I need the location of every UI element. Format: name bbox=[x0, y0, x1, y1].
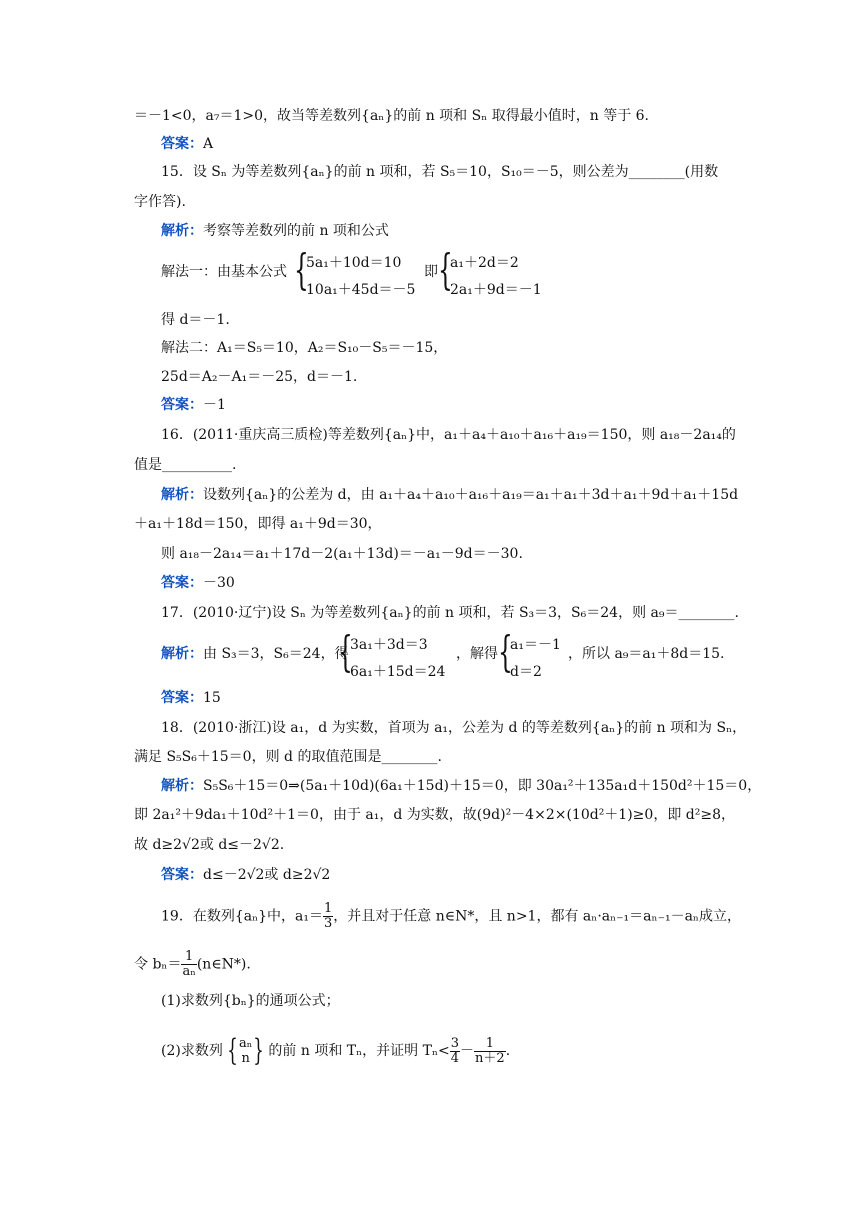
left-brace-icon: { bbox=[498, 627, 513, 676]
analysis-line bbox=[161, 222, 389, 240]
answer-label: 答案： bbox=[161, 690, 203, 706]
answer-line bbox=[161, 135, 213, 153]
fraction bbox=[450, 1037, 460, 1066]
text-line: 故 d≥2√2或 d≤－2√2. bbox=[134, 837, 285, 853]
text-line: 值是__________. bbox=[134, 457, 237, 473]
braced-fraction bbox=[238, 1036, 253, 1066]
fraction-denominator: 3 bbox=[324, 916, 333, 931]
text-line: ＋a₁＋18d＝150，即得 a₁＋9d＝30， bbox=[134, 516, 382, 532]
analysis-text: S₅S₆＋15＝0⇒(5a₁＋10d)(6a₁＋15d)＋15＝0，即 30a₁²＋135a₁d＋150d²＋15＝0， bbox=[203, 778, 762, 794]
equation-row: 2a₁＋9d＝－1 bbox=[450, 282, 542, 298]
fraction-denominator: n＋2 bbox=[475, 1050, 505, 1066]
answer-value: d≤－2√2或 d≥2√2 bbox=[203, 867, 331, 883]
text-span: 19．在数列{aₙ}中，a₁＝ bbox=[161, 908, 323, 925]
text-span: . bbox=[505, 1043, 511, 1059]
question-18: 18．(2010·浙江)设 a₁，d 为实数，首项为 a₁，公差为 d 的等差数列{aₙ}的前 n 项和为 Sₙ， bbox=[161, 720, 747, 736]
answer-label: 答案： bbox=[161, 136, 203, 152]
left-brace-icon: { bbox=[227, 1033, 238, 1068]
text-line: ＝－1<0，a₇＝1>0，故当等差数列{aₙ}的前 n 项和 Sₙ 取得最小值时，n 等于 6. bbox=[134, 108, 650, 124]
answer-line bbox=[161, 396, 226, 414]
text-span: 的前 n 项和 Tₙ，并证明 Tₙ< bbox=[268, 1043, 450, 1059]
answer-value: 15 bbox=[203, 690, 221, 706]
left-brace-icon: { bbox=[338, 627, 353, 676]
equation-row: a₁＋2d＝2 bbox=[450, 255, 519, 271]
fraction-denominator: 4 bbox=[450, 1050, 460, 1066]
answer-value: －30 bbox=[203, 575, 235, 591]
text-line: 字作答). bbox=[134, 194, 186, 210]
left-brace-icon: { bbox=[438, 245, 453, 294]
text-span: (n∈N*). bbox=[196, 956, 251, 973]
text-line bbox=[134, 950, 251, 979]
question-17: 17．(2010·辽宁)设 Sₙ 为等差数列{aₙ}的前 n 项和，若 S₃＝3，S₆＝24，则 a₉＝________. bbox=[161, 605, 739, 621]
text-span: ，并且对于任意 n∈N*，且 n>1，都有 aₙ·aₙ₋₁＝aₙ₋₁－aₙ成立， bbox=[333, 908, 741, 925]
answer-label: 答案： bbox=[161, 575, 203, 591]
left-brace-icon: { bbox=[294, 245, 309, 294]
answer-line bbox=[161, 574, 235, 592]
sub-question-2 bbox=[161, 1033, 511, 1068]
analysis-line bbox=[161, 777, 761, 795]
analysis-text: 由 S₃＝3，S₆＝24，得 bbox=[203, 646, 349, 662]
question-19 bbox=[161, 902, 741, 931]
fraction-numerator: aₙ bbox=[238, 1036, 253, 1051]
fraction-denominator: aₙ bbox=[182, 964, 196, 979]
answer-value: A bbox=[203, 136, 214, 152]
fraction-denominator: n bbox=[241, 1051, 250, 1066]
solve-text: ，解得 bbox=[456, 646, 498, 662]
question-15: 15．设 Sₙ 为等差数列{aₙ}的前 n 项和，若 S₅＝10，S₁₀＝－5，则公差为________(用数 bbox=[161, 164, 719, 180]
text-span: － bbox=[460, 1043, 475, 1059]
analysis-text: 设数列{aₙ}的公差为 d，由 a₁＋a₄＋a₁₀＋a₁₆＋a₁₉＝a₁＋a₁＋3d＋a₁＋9d＋a₁＋15d bbox=[203, 487, 739, 503]
equation-row: 3a₁＋3d＝3 bbox=[350, 637, 428, 653]
text-span: 令 bₙ＝ bbox=[134, 956, 182, 973]
fraction bbox=[323, 902, 333, 931]
analysis-label: 解析： bbox=[161, 487, 203, 503]
analysis-label: 解析： bbox=[161, 778, 203, 794]
equation-row: 10a₁＋45d＝－5 bbox=[306, 282, 416, 298]
equation-row: 5a₁＋10d＝10 bbox=[306, 255, 402, 271]
text-span: (2)求数列 bbox=[161, 1043, 223, 1059]
text-line: ，所以 a₉＝a₁＋8d＝15. bbox=[568, 646, 725, 662]
equivalence-text: 即 bbox=[424, 264, 438, 280]
equation-row: 6a₁＋15d＝24 bbox=[350, 664, 446, 680]
question-16: 16．(2011·重庆高三质检)等差数列{aₙ}中，a₁＋a₄＋a₁₀＋a₁₆＋a₁₉＝150，则 a₁₈－2a₁₄的 bbox=[161, 427, 736, 443]
analysis-text: 考察等差数列的前 n 项和公式 bbox=[203, 223, 389, 239]
sub-question-1: (1)求数列{bₙ}的通项公式； bbox=[161, 993, 340, 1009]
answer-line bbox=[161, 689, 221, 707]
analysis-line bbox=[161, 645, 349, 663]
text-line: 则 a₁₈－2a₁₄＝a₁＋17d－2(a₁＋13d)＝－a₁－9d＝－30. bbox=[161, 546, 523, 562]
fraction bbox=[181, 950, 196, 979]
answer-line bbox=[161, 866, 330, 884]
fraction bbox=[474, 1037, 506, 1066]
text-line: 即 2a₁²＋9da₁＋10d²＋1＝0，由于 a₁，d 为实数，故(9d)²－4×2×(10d²＋1)≥0，即 d²≥8， bbox=[134, 807, 735, 823]
text-line: 得 d＝－1. bbox=[161, 312, 230, 328]
answer-label: 答案： bbox=[161, 867, 203, 883]
equation-row: d＝2 bbox=[510, 664, 542, 680]
analysis-line bbox=[161, 486, 738, 504]
text-line: 解法二：A₁＝S₅＝10，A₂＝S₁₀－S₅＝－15， bbox=[161, 340, 448, 356]
analysis-label: 解析： bbox=[161, 646, 203, 662]
fraction-numerator: 1 bbox=[181, 950, 196, 965]
analysis-label: 解析： bbox=[161, 223, 203, 239]
fraction-numerator: 1 bbox=[474, 1037, 506, 1052]
text-line: 25d＝A₂－A₁＝－25，d＝－1. bbox=[161, 369, 358, 385]
answer-value: －1 bbox=[203, 397, 226, 413]
fraction-numerator: 1 bbox=[324, 901, 333, 916]
fraction-numerator: 3 bbox=[450, 1035, 460, 1051]
right-brace-icon: } bbox=[253, 1033, 265, 1068]
method-one-prefix: 解法一：由基本公式 bbox=[161, 264, 287, 280]
answer-label: 答案： bbox=[161, 397, 203, 413]
text-line: 满足 S₅S₆＋15＝0，则 d 的取值范围是________. bbox=[134, 749, 442, 765]
equation-row: a₁＝－1 bbox=[510, 637, 561, 653]
